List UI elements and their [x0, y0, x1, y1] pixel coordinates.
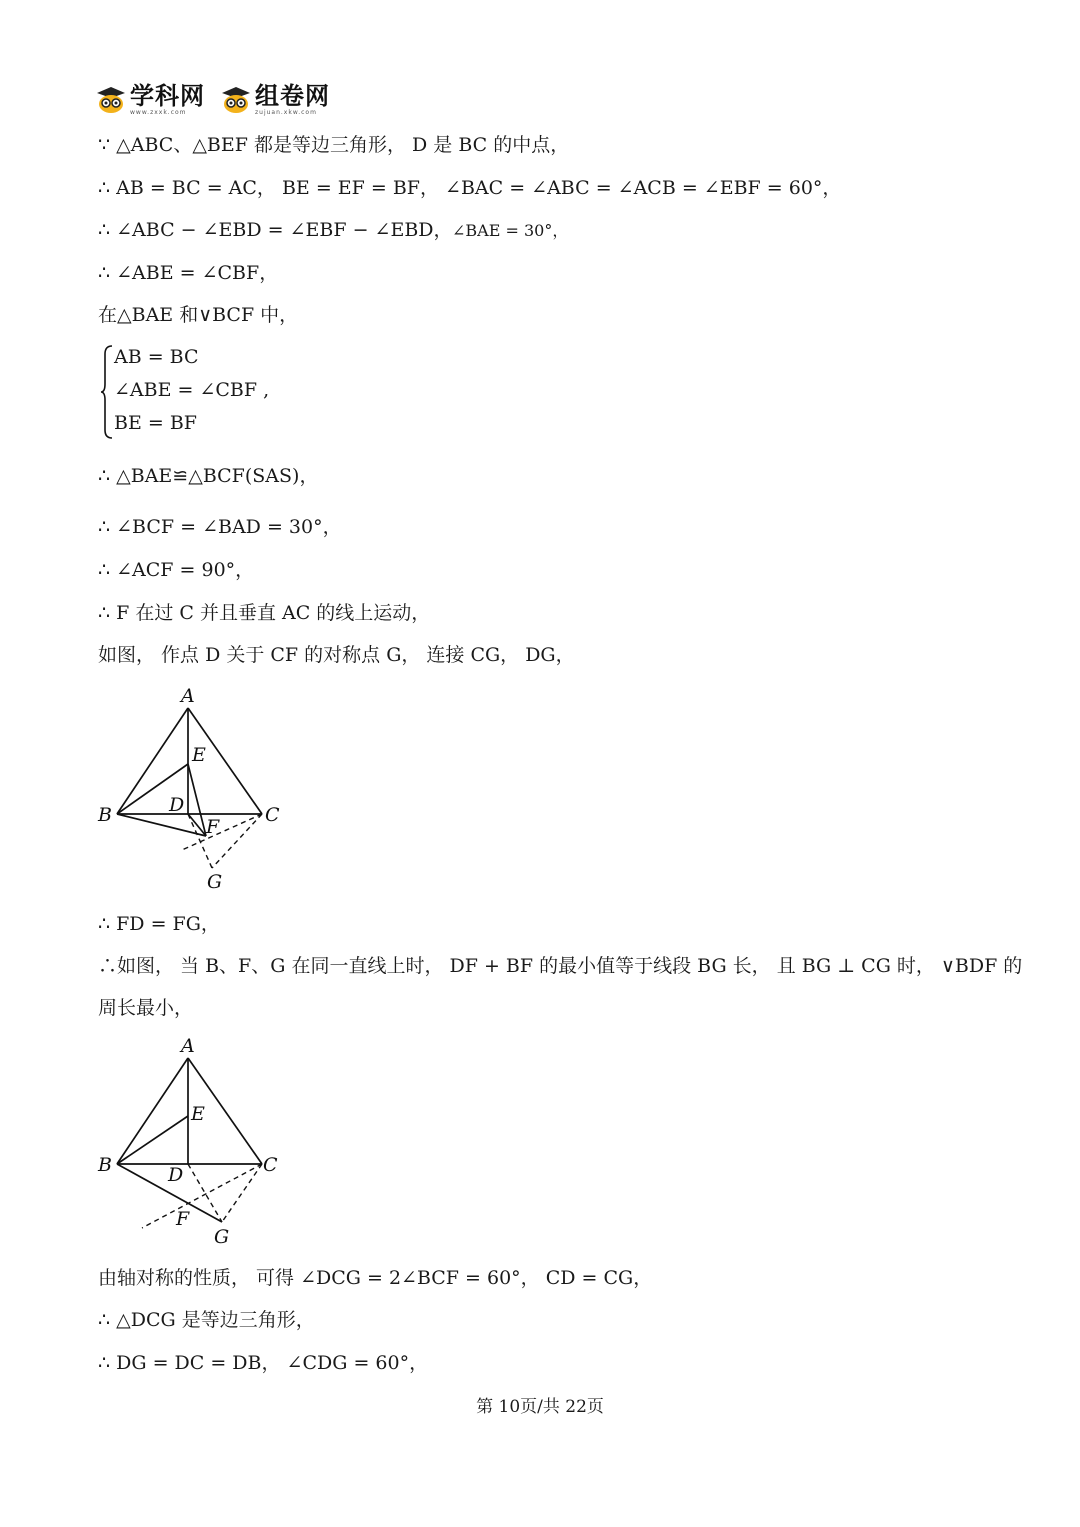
solution-line: 由轴对称的性质， 可得 ∠DCG = 2∠BCF = 60°， CD = CG， [98, 1267, 653, 1289]
brand-zujuanwang [221, 84, 330, 116]
solution-line: 周长最小， [98, 997, 194, 1019]
solution-line: ∴ ∠ABE = ∠CBF， [98, 262, 279, 284]
solution-line: ∴如图， 当 B、F、G 在同一直线上时， DF + BF 的最小值等于线段 BG 长， 且 BG ⊥ CG 时， ∨BDF 的 [98, 955, 1023, 977]
point-label-d: D [168, 1164, 184, 1186]
brand-xuekewang [96, 84, 205, 116]
point-label-f: F [176, 1208, 190, 1230]
equation-row: AB = BC [114, 346, 199, 368]
point-label-b: B [98, 804, 112, 826]
brand-url: zujuan.xkw.com [255, 109, 317, 116]
left-brace-icon [100, 344, 114, 440]
point-label-f: F [206, 816, 220, 838]
equation-system [100, 344, 320, 440]
solution-line: 在△BAE 和∨BCF 中， [98, 304, 299, 326]
point-label-e: E [192, 744, 206, 766]
point-label-g: G [214, 1226, 230, 1248]
solution-line: ∵ △ABC、△BEF 都是等边三角形， D 是 BC 的中点， [98, 134, 570, 156]
point-label-e: E [191, 1103, 205, 1125]
solution-line: ∴ △DCG 是等边三角形， [98, 1309, 315, 1331]
equation-row: BE = BF [114, 412, 197, 434]
geometry-figure-1 [90, 682, 310, 892]
brand-name: 组卷网 [255, 82, 330, 110]
solution-line: ∴ DG = DC = DB， ∠CDG = 60°， [98, 1352, 429, 1374]
solution-line: ∴ ∠ABC − ∠EBD = ∠EBF − ∠EBD， [98, 219, 453, 241]
point-label-d: D [169, 794, 185, 816]
point-label-a: A [181, 685, 195, 707]
point-label-c: C [265, 804, 280, 826]
point-label-a: A [181, 1035, 195, 1057]
brand-name: 学科网 [130, 82, 205, 110]
brand-url: www.zxxk.com [130, 109, 187, 116]
solution-line: ∴ F 在过 C 并且垂直 AC 的线上运动， [98, 602, 431, 624]
solution-line: ∴ ∠BCF = ∠BAD = 30°， [98, 516, 342, 538]
page-header [96, 80, 330, 120]
solution-line: ∴ △BAE≌△BCF(SAS)， [98, 465, 319, 487]
solution-line: ∠BAE = 30°， [452, 221, 569, 240]
solution-line: 如图， 作点 D 关于 CF 的对称点 G， 连接 CG， DG， [98, 644, 575, 666]
solution-line: ∴ FD = FG， [98, 913, 220, 935]
point-label-g: G [207, 871, 223, 892]
page-number: 第 10页/共 22页 [476, 1397, 604, 1417]
solution-line: ∴ ∠ACF = 90°， [98, 559, 255, 581]
geometry-figure-2 [90, 1032, 310, 1250]
owl-logo-icon [221, 86, 251, 114]
point-label-c: C [263, 1154, 278, 1176]
point-label-b: B [98, 1154, 112, 1176]
owl-logo-icon [96, 86, 126, 114]
equation-row: ∠ABE = ∠CBF , [114, 379, 270, 401]
solution-line: ∴ AB = BC = AC， BE = EF = BF， ∠BAC = ∠ABC = ∠ACB = ∠EBF = 60°， [98, 177, 842, 199]
